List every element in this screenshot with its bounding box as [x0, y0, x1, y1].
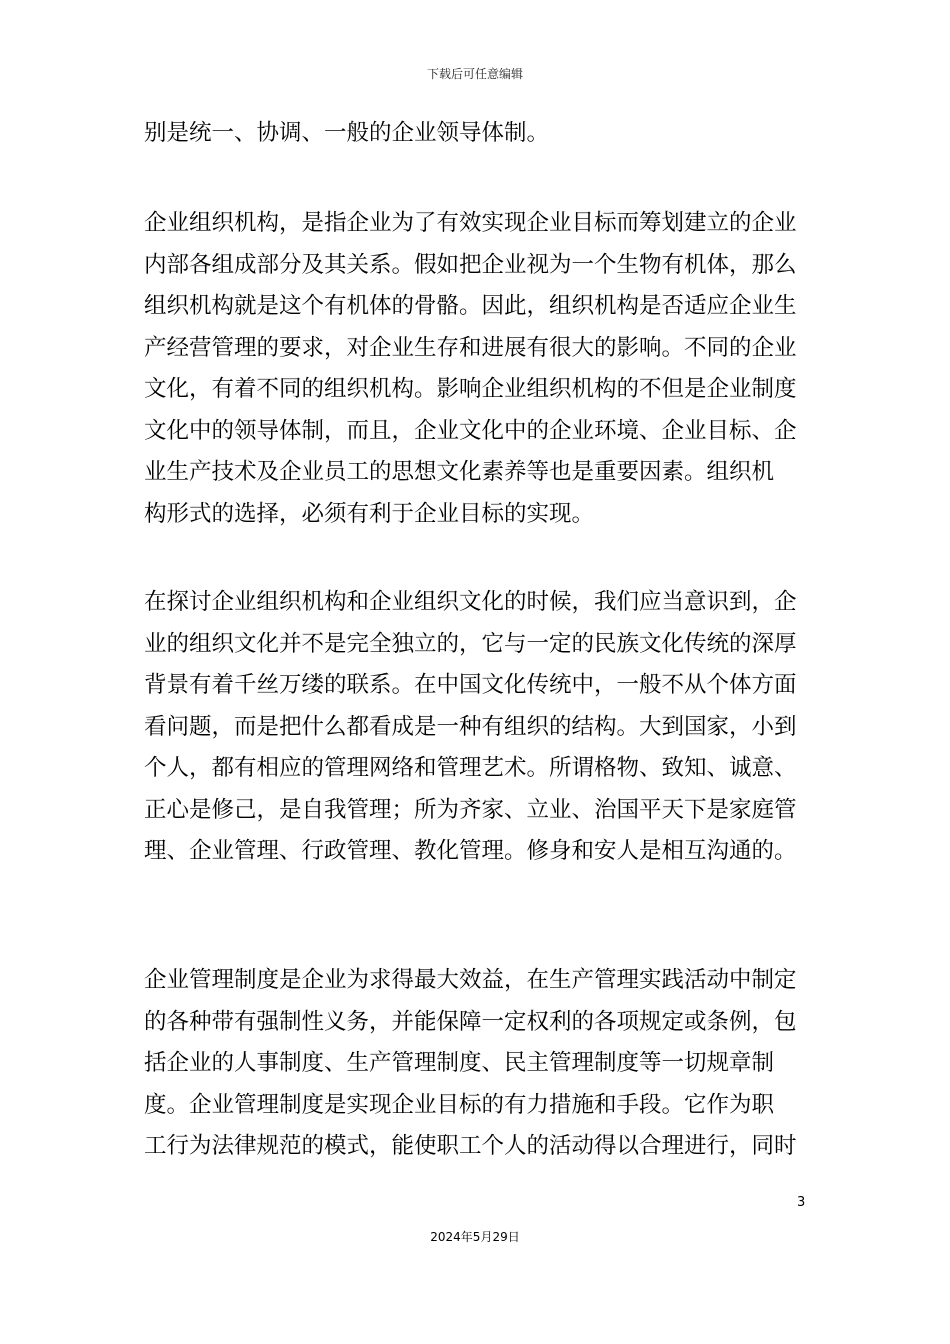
text-line: 构形式的选择，必须有利于企业目标的实现。	[144, 500, 595, 527]
text-line: 背景有着千丝万缕的联系。在中国文化传统中，一般不从个体方面	[144, 672, 797, 698]
text-line: 在探讨企业组织机构和企业组织文化的时候，我们应当意识到，企	[144, 589, 797, 615]
text-line: 企业管理制度是企业为求得最大效益，在生产管理实践活动中制定	[144, 967, 797, 993]
text-line: 文化，有着不同的组织机构。影响企业组织机构的不但是企业制度	[144, 376, 797, 402]
text-line: 组织机构就是这个有机体的骨骼。因此，组织机构是否适应企业生	[144, 293, 797, 319]
text-line: 工行为法律规范的模式，能使职工个人的活动得以合理进行，同时	[144, 1133, 797, 1159]
text-line: 理、企业管理、行政管理、教化管理。修身和安人是相互沟通的。	[144, 838, 797, 864]
text-line: 产经营管理的要求，对企业生存和进展有很大的影响。不同的企业	[144, 334, 797, 361]
page-number: 3	[797, 1195, 806, 1210]
text-line: 别是统一、协调、一般的企业领导体制。	[144, 120, 550, 146]
text-line: 企业组织机构，是指企业为了有效实现企业目标而筹划建立的企业	[144, 210, 797, 236]
text-line: 文化中的领导体制，而且，企业文化中的企业环境、企业目标、企	[144, 417, 797, 444]
paragraph	[144, 203, 824, 535]
text-line: 度。企业管理制度是实现企业目标的有力措施和手段。它作为职	[144, 1091, 775, 1118]
text-line: 括企业的人事制度、生产管理制度、民主管理制度等一切规章制	[144, 1050, 775, 1076]
text-line: 正心是修己，是自我管理；所为齐家、立业、治国平天下是家庭管	[144, 796, 797, 823]
page-header: 下载后可任意编辑	[426, 67, 523, 81]
text-line: 内部各组成部分及其关系。假如把企业视为一个生物有机体，那么	[144, 251, 797, 278]
text-line: 看问题，而是把什么都看成是一种有组织的结构。大到国家，小到	[144, 713, 797, 740]
text-line: 个人，都有相应的管理网络和管理艺术。所谓格物、致知、诚意、	[144, 755, 797, 781]
text-line: 业的组织文化并不是完全独立的，它与一定的民族文化传统的深厚	[144, 630, 797, 657]
paragraph	[144, 960, 824, 1168]
text-line: 业生产技术及企业员工的思想文化素养等也是重要因素。组织机	[144, 459, 775, 485]
text-line: 的各种带有强制性义务，并能保障一定权利的各项规定或条例，包	[144, 1008, 797, 1035]
paragraph	[144, 582, 824, 873]
paragraph	[144, 113, 824, 155]
footer-date: 2024年5月29日	[430, 1230, 520, 1244]
